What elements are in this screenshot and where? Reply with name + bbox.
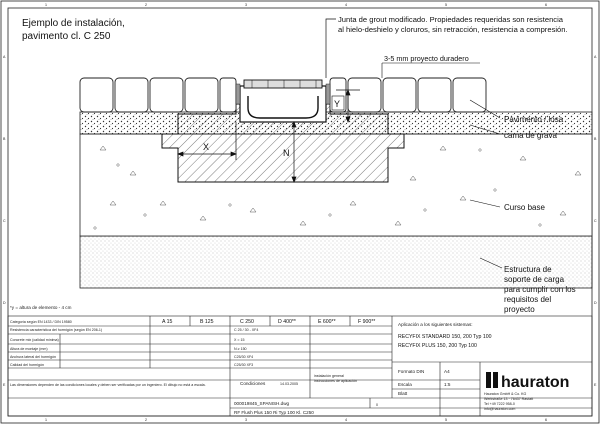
grid-letter: A: [3, 55, 6, 59]
grid-letter: D: [594, 301, 597, 305]
spec-value: C 25 / 30 - XF4: [234, 328, 259, 332]
grid-number: 4: [345, 3, 347, 7]
load-class-f900: F 900**: [358, 319, 376, 325]
load-class-b125: B 125: [200, 319, 214, 325]
drawing-subtitle: RF Flush Plus 150 Ri Typ 100 Kl. C250: [234, 410, 314, 415]
application-heading: Aplicación a los siguientes sistemas:: [398, 322, 473, 327]
spec-label: Anchura lateral del hormigón: [10, 355, 56, 359]
grating: [244, 80, 322, 88]
revision: 0: [376, 403, 378, 407]
grid-number: 5: [445, 3, 447, 7]
svg-text:proyecto: proyecto: [504, 305, 535, 314]
format-label: Formato DIN: [398, 369, 425, 374]
grout-joint: [236, 84, 240, 104]
svg-text:soporte de carga: soporte de carga: [504, 275, 565, 284]
conditions-text: instrucciones de aplicación: [314, 379, 357, 383]
grid-number: 5: [445, 418, 447, 422]
grid-letter: B: [594, 137, 597, 141]
grid-letter: E: [594, 383, 597, 387]
grid-letter: C: [3, 219, 6, 223]
grout-note-line: al hielo-deshielo y cloruros, sin retracción, resistencia a compresión.: [338, 25, 568, 34]
grout-note-line: Junta de grout modificado. Propiedades requeridas son resistencia: [338, 15, 563, 24]
spec-value: N ≥ 150: [234, 347, 247, 351]
spec-label: Concrete mix (calidad mínima): [10, 338, 59, 342]
format-value: A4: [444, 369, 450, 374]
application-item: RECYFIX PLUS 150, 200 Typ 100: [398, 343, 477, 349]
svg-text:Werkstraße 13 · 76437 Rastatt: Werkstraße 13 · 76437 Rastatt: [484, 397, 534, 401]
load-class-d400: D 400**: [278, 319, 296, 325]
grid-number: 6: [545, 3, 547, 7]
paving-left: [80, 78, 236, 112]
grid-number: 6: [545, 418, 547, 422]
load-class-headers: [162, 319, 375, 325]
grid-number: 2: [145, 3, 147, 7]
conditions-text: instalación general: [314, 374, 344, 378]
svg-text:hauraton: hauraton: [501, 374, 570, 391]
hauraton-logo: [486, 372, 569, 391]
svg-text:requisitos del: requisitos del: [504, 295, 552, 304]
footnote: *y = altura de elemento - 4 cm: [10, 305, 72, 310]
grid-letter: C: [594, 219, 597, 223]
load-class-a15: A 15: [162, 319, 173, 325]
pavement-label: Pavimento / losa: [504, 115, 564, 124]
load-class-c250: C 250: [240, 319, 254, 325]
drawing-title-line: pavimento cl. C 250: [22, 31, 111, 42]
conditions-label: Condiciones: [240, 381, 266, 386]
drawing-title-line: Ejemplo de instalación,: [22, 18, 125, 29]
svg-text:Hauraton GmbH & Co. KG: Hauraton GmbH & Co. KG: [484, 392, 527, 396]
disclaimer: Las dimensiones dependen de las condiciones locales y deben ser verificadas por un ingeniero. El dibujo no está a escala.: [10, 383, 206, 387]
load-class-row-label: Categoría según EN 1433 / DIN 19580: [10, 320, 72, 324]
paving-right: [330, 78, 486, 112]
grout-joint: [326, 84, 330, 104]
grid-letter: D: [3, 301, 6, 305]
svg-text:Estructura de: Estructura de: [504, 265, 552, 274]
drawing-number: 000019845_SPANISH.dwg: [234, 401, 290, 406]
drainage-channel: [236, 80, 330, 122]
spec-label: Calidad del hormigón: [10, 363, 44, 367]
gravel-label: cama de grava: [504, 131, 557, 140]
grout-leader: [326, 19, 336, 78]
spec-label: Resistencia característica del hormigón (según EN 206-1): [10, 328, 103, 332]
cross-section: [80, 78, 592, 288]
grid-number: 1: [45, 418, 47, 422]
load-class-e600: E 600**: [318, 319, 336, 325]
dimension-x-label: X: [203, 142, 210, 152]
grid-number: 3: [245, 3, 247, 7]
scale-value: 1:5: [444, 382, 451, 387]
grid-letter: A: [594, 55, 597, 59]
dimension-y-label: Y: [334, 99, 341, 109]
spec-label: Altura de montaje (mm): [10, 347, 48, 351]
grid-number: 3: [245, 418, 247, 422]
spec-value: C25/30 XF3: [234, 363, 254, 367]
spec-value: X = 15: [234, 338, 245, 342]
gap-note: 3-5 mm proyecto duradero: [384, 54, 469, 63]
grid-letter: B: [3, 137, 6, 141]
sheet-label: Blatt: [398, 391, 408, 396]
svg-text:Tel +49 7222 958-0: Tel +49 7222 958-0: [484, 402, 515, 406]
application-item: RECYFIX STANDARD 150, 200 Typ 100: [398, 334, 492, 340]
grid-number: 4: [345, 418, 347, 422]
grid-number: 1: [45, 3, 47, 7]
base-course-label: Curso base: [504, 203, 545, 212]
grid-number: 2: [145, 418, 147, 422]
svg-text:para cumplir con los: para cumplir con los: [504, 285, 576, 294]
svg-text:info@hauraton.com: info@hauraton.com: [484, 407, 516, 411]
dimension-n-label: N: [283, 148, 290, 158]
scale-label: Escala: [398, 382, 412, 387]
conditions-date: 14.03.2005: [280, 382, 298, 386]
grid-letter: E: [3, 383, 6, 387]
spec-value: C25/30 XF4: [234, 355, 254, 359]
